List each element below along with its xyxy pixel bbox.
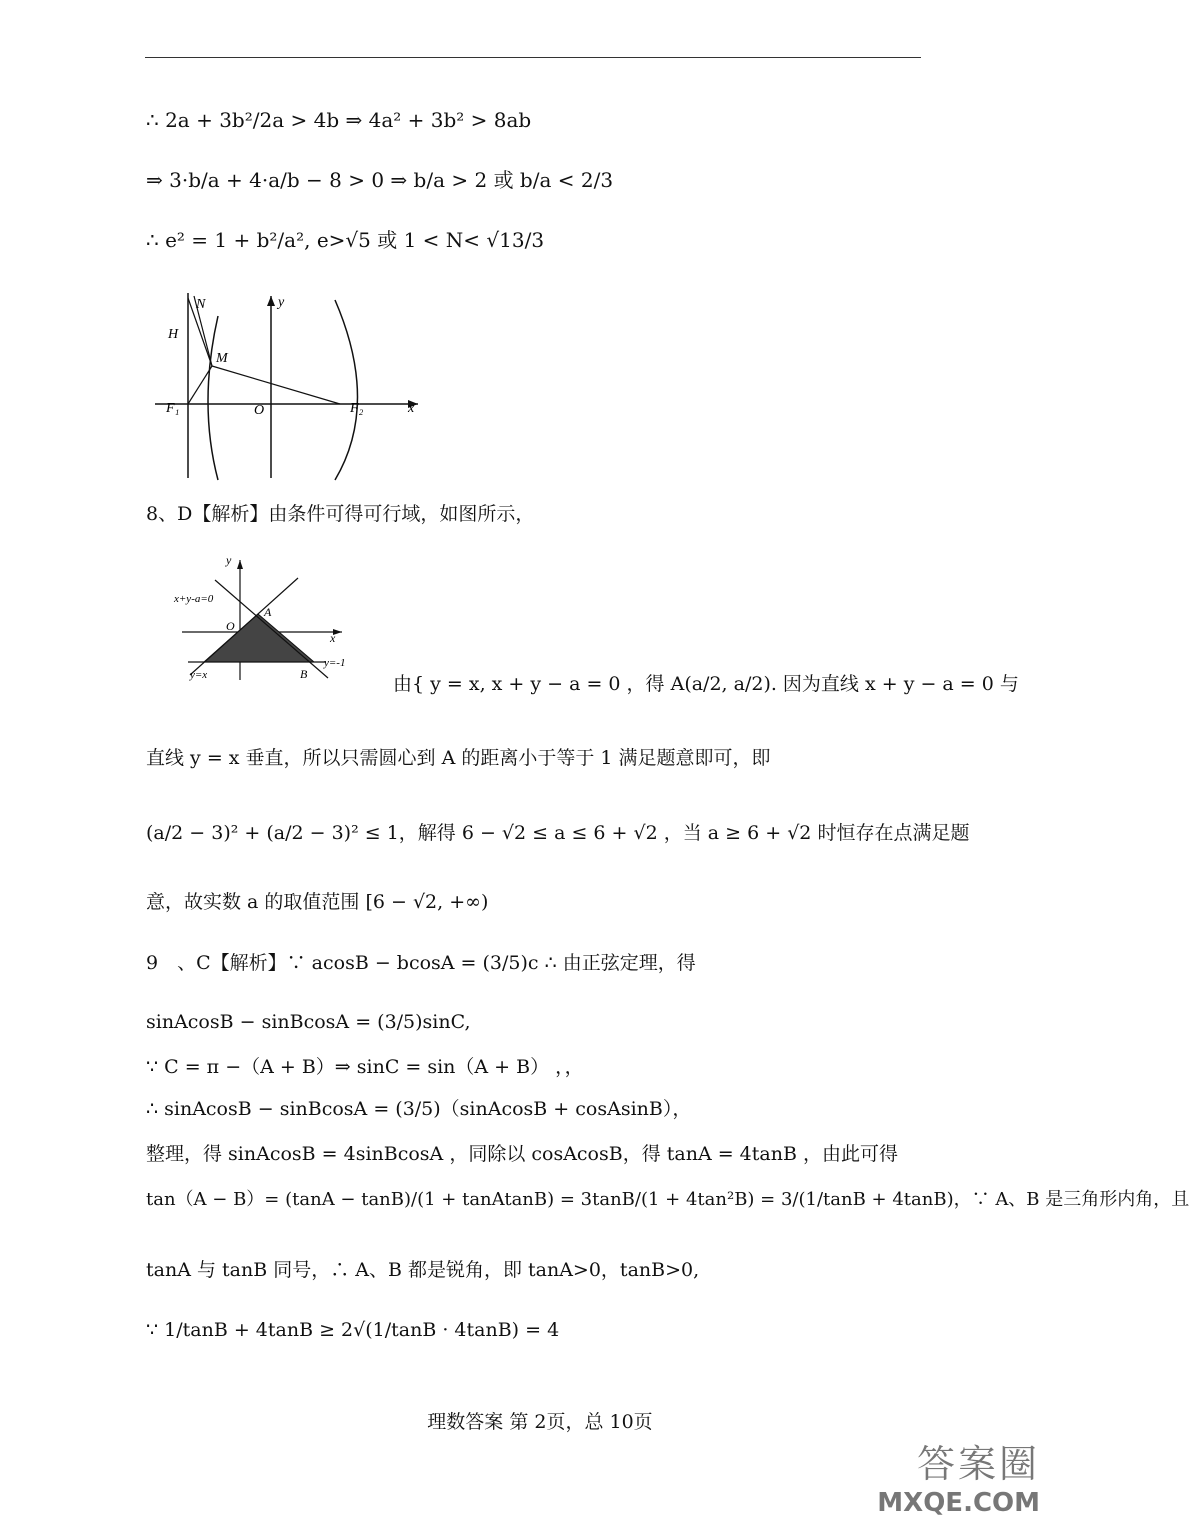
label-f1: F₁ <box>166 401 180 416</box>
s7-line-2: ⇒ 3·b/a + 4·a/b − 8 > 0 ⇒ b/a > 2 或 b/a < 2/3 <box>146 168 614 192</box>
header-rule <box>145 57 921 58</box>
s9-line-5: tan（A − B）= (tanA − tanB)/(1 + tanAtanB) = 3tanB/(1 + 4tan²B) = 3/(1/tanB + 4tanB)，∵ A、B 是三角形内角，且 <box>146 1189 1189 1210</box>
fig-label-o: O <box>226 619 235 633</box>
feasible-region-figure <box>170 550 360 685</box>
label-m: M <box>216 351 228 366</box>
fig-label-yx: y=x <box>190 669 208 681</box>
s7-line-1: ∴ 2a + 3b²/2a > 4b ⇒ 4a² + 3b² > 8ab <box>146 108 532 132</box>
label-f2: F₂ <box>350 401 364 416</box>
fig-label-x: x <box>330 631 336 645</box>
s9-line-4: 整理，得 sinAcosB = 4sinBcosA ，同除以 cosAcosB，得 tanA = 4tanB ，由此可得 <box>146 1143 898 1165</box>
watermark-cn: 答案圈 <box>916 1442 1040 1486</box>
watermark <box>877 1433 1040 1518</box>
s8-line-1: 由{ y = x, x + y − a = 0 ，得 A(a/2, a/2). 因为直线 x + y − a = 0 与 <box>393 673 1019 695</box>
s9-line-6: tanA 与 tanB 同号，∴ A、B 都是锐角，即 tanA>0，tanB>0, <box>146 1259 700 1281</box>
fig-label-line: x+y-a=0 <box>174 593 214 605</box>
label-y: y <box>278 295 285 310</box>
s8-line-2: 直线 y = x 垂直，所以只需圆心到 A 的距离小于等于 1 满足题意即可，即 <box>146 747 771 769</box>
s8-heading: 8、D【解析】由条件可得可行域，如图所示， <box>146 503 535 525</box>
label-o: O <box>254 403 265 418</box>
page-footer: 理数答案 第 2页，总 10页 <box>427 1411 653 1433</box>
s8-line-3: (a/2 − 3)² + (a/2 − 3)² ≤ 1，解得 6 − √2 ≤ a ≤ 6 + √2 ，当 a ≥ 6 + √2 时恒存在点满足题 <box>146 822 970 844</box>
label-h: H <box>168 327 179 342</box>
fig-label-y: y <box>226 553 232 567</box>
s7-line-3: ∴ e² = 1 + b²/a², e>√5 或 1 < N< √13/3 <box>146 228 545 252</box>
s9-line-1: sinAcosB − sinBcosA = (3/5)sinC, <box>146 1011 471 1033</box>
s8-line-4: 意，故实数 a 的取值范围 [6 − √2, +∞) <box>146 891 489 913</box>
label-n: N <box>196 297 206 312</box>
fig-label-a: A <box>264 605 272 619</box>
hyperbola-figure <box>150 288 425 483</box>
s9-line-7: ∵ 1/tanB + 4tanB ≥ 2√(1/tanB · 4tanB) = 4 <box>146 1319 560 1341</box>
s9-line-3: ∴ sinAcosB − sinBcosA = (3/5)（sinAcosB + cosAsinB）， <box>146 1098 692 1120</box>
s9-heading: 9 、C【解析】∵ acosB − bcosA = (3/5)c ∴ 由正弦定理，得 <box>146 952 696 974</box>
watermark-en: MXQE.COM <box>877 1488 1040 1518</box>
label-x: x <box>408 401 415 416</box>
fig-label-b: B <box>300 667 308 681</box>
s9-line-2: ∵ C = π −（A + B）⇒ sinC = sin（A + B） ，， <box>146 1056 584 1078</box>
fig-label-ym1: y=-1 <box>324 657 346 669</box>
